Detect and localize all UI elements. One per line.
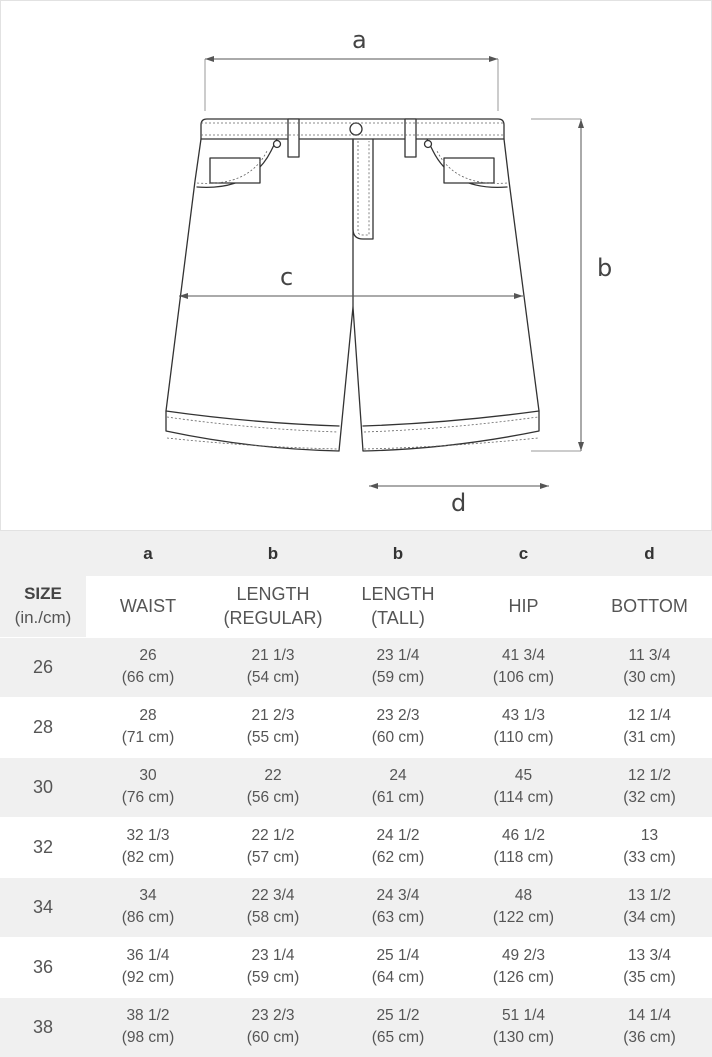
bottom-cell bbox=[587, 937, 712, 997]
inch-value: 23 1/4 bbox=[251, 947, 295, 964]
cm-value: (126 cm) bbox=[492, 969, 555, 986]
length-regular-cell bbox=[210, 937, 336, 997]
inch-value: 28 bbox=[139, 707, 157, 724]
cm-value: (60 cm) bbox=[246, 1029, 300, 1047]
hip-column-header: HIP bbox=[460, 576, 587, 637]
cm-value: (86 cm) bbox=[121, 909, 175, 926]
cm-value: (106 cm) bbox=[492, 669, 555, 686]
inch-value: 22 3/4 bbox=[251, 887, 295, 904]
bottom-cell bbox=[587, 877, 712, 937]
inch-value: 23 2/3 bbox=[376, 707, 420, 724]
waist-column-header: WAIST bbox=[86, 576, 210, 637]
table-row bbox=[0, 997, 712, 1057]
cm-value: (63 cm) bbox=[371, 909, 425, 926]
inch-value: 11 3/4 bbox=[628, 647, 671, 664]
hip-cell bbox=[460, 997, 587, 1057]
size-value: 28 bbox=[0, 697, 86, 757]
cm-value: (58 cm) bbox=[246, 909, 300, 926]
column-names-row bbox=[0, 576, 712, 637]
inch-value: 23 2/3 bbox=[251, 1007, 295, 1025]
bottom-cell bbox=[587, 817, 712, 877]
bottom-cell bbox=[587, 757, 712, 817]
cm-value: (82 cm) bbox=[121, 849, 175, 866]
cm-value: (60 cm) bbox=[371, 729, 425, 746]
inch-value: 32 1/3 bbox=[126, 827, 170, 844]
right-hem bbox=[363, 411, 539, 426]
waist-cell bbox=[86, 637, 210, 697]
length-tall-cell bbox=[336, 937, 460, 997]
size-value: 36 bbox=[0, 937, 86, 997]
bottom-column-header: BOTTOM bbox=[587, 576, 712, 637]
cm-value: (30 cm) bbox=[623, 669, 676, 686]
inch-value: 23 1/4 bbox=[376, 647, 420, 664]
length-tall-column-header: LENGTH (TALL) bbox=[336, 576, 460, 637]
size-rows bbox=[0, 637, 712, 1057]
inch-value: 30 bbox=[139, 767, 157, 784]
length-tall-cell bbox=[336, 817, 460, 877]
inch-value: 24 3/4 bbox=[376, 887, 420, 904]
cm-value: (31 cm) bbox=[623, 729, 676, 746]
cm-value: (122 cm) bbox=[492, 909, 555, 926]
table-row bbox=[0, 817, 712, 877]
length-regular-cell bbox=[210, 817, 336, 877]
size-value: 26 bbox=[0, 637, 86, 697]
belt-loop-left bbox=[288, 119, 299, 157]
inch-value: 13 bbox=[640, 827, 659, 844]
hip-cell bbox=[460, 757, 587, 817]
cm-value: (57 cm) bbox=[246, 849, 300, 866]
hip-cell bbox=[460, 817, 587, 877]
dimension-letters-row bbox=[0, 531, 712, 576]
letter-b-tall: b bbox=[392, 543, 404, 563]
cm-value: (54 cm) bbox=[246, 669, 300, 686]
cm-value: (61 cm) bbox=[371, 789, 425, 806]
inch-value: 24 1/2 bbox=[376, 827, 420, 844]
cm-value: (114 cm) bbox=[493, 789, 554, 806]
bottom-cell bbox=[587, 697, 712, 757]
waist-cell bbox=[86, 997, 210, 1057]
letter-a: a bbox=[143, 543, 153, 563]
inch-value: 41 3/4 bbox=[501, 647, 546, 664]
length-regular-cell bbox=[210, 757, 336, 817]
size-chart-table bbox=[0, 531, 712, 1057]
cm-value: (33 cm) bbox=[623, 849, 676, 866]
cm-value: (55 cm) bbox=[246, 729, 300, 746]
inch-value: 45 bbox=[514, 767, 533, 784]
length-tall-cell bbox=[336, 637, 460, 697]
waist-cell bbox=[86, 877, 210, 937]
length-tall-cell bbox=[336, 697, 460, 757]
cm-value: (59 cm) bbox=[246, 969, 300, 986]
length-regular-cell bbox=[210, 637, 336, 697]
inch-value: 34 bbox=[139, 887, 157, 904]
inch-value: 13 1/2 bbox=[627, 887, 672, 904]
letter-d: d bbox=[644, 543, 655, 563]
size-header-unit: (in./cm) bbox=[14, 608, 72, 628]
fly-stitch bbox=[353, 139, 373, 239]
length-regular-cell bbox=[210, 877, 336, 937]
waist-cell bbox=[86, 937, 210, 997]
table-row bbox=[0, 757, 712, 817]
hip-cell bbox=[460, 637, 587, 697]
inch-value: 21 2/3 bbox=[251, 707, 295, 724]
length-regular-column-header: LENGTH (REGULAR) bbox=[210, 576, 336, 637]
cm-value: (56 cm) bbox=[246, 789, 300, 806]
table-row bbox=[0, 877, 712, 937]
cm-value: (98 cm) bbox=[121, 1029, 175, 1047]
inch-value: 25 1/2 bbox=[376, 1007, 420, 1025]
inch-value: 14 1/4 bbox=[627, 1007, 672, 1025]
left-coin-pocket bbox=[210, 158, 260, 183]
left-hem bbox=[166, 411, 339, 426]
cm-value: (36 cm) bbox=[623, 1029, 676, 1047]
size-header-title: SIZE bbox=[24, 584, 62, 604]
cm-value: (59 cm) bbox=[371, 669, 425, 686]
length-tall-cell bbox=[336, 877, 460, 937]
cm-value: (71 cm) bbox=[121, 729, 175, 746]
waist-cell bbox=[86, 817, 210, 877]
inch-value: 12 1/2 bbox=[627, 767, 672, 784]
length-regular-cell bbox=[210, 997, 336, 1057]
cm-value: (34 cm) bbox=[623, 909, 676, 926]
inch-value: 36 1/4 bbox=[126, 947, 170, 964]
cm-value: (130 cm) bbox=[492, 1029, 555, 1047]
cm-value: (76 cm) bbox=[121, 789, 175, 806]
cm-value: (66 cm) bbox=[121, 669, 175, 686]
table-row bbox=[0, 937, 712, 997]
dimension-label-b: b bbox=[597, 254, 613, 282]
size-column-header bbox=[0, 576, 86, 637]
table-row bbox=[0, 697, 712, 757]
dimension-label-c: c bbox=[280, 263, 294, 291]
letter-blank bbox=[0, 531, 86, 576]
cm-value: (32 cm) bbox=[623, 789, 676, 806]
cm-value: (64 cm) bbox=[371, 969, 425, 986]
inch-value: 22 bbox=[264, 767, 282, 784]
bottom-cell bbox=[587, 997, 712, 1057]
waist-cell bbox=[86, 697, 210, 757]
hip-cell bbox=[460, 697, 587, 757]
inch-value: 26 bbox=[139, 647, 157, 664]
dimension-label-d: d bbox=[451, 489, 467, 517]
cm-value: (65 cm) bbox=[371, 1029, 425, 1047]
cm-value: (110 cm) bbox=[493, 729, 554, 746]
cm-value: (62 cm) bbox=[371, 849, 425, 866]
inch-value: 25 1/4 bbox=[376, 947, 420, 964]
inch-value: 12 1/4 bbox=[627, 707, 672, 724]
hip-cell bbox=[460, 937, 587, 997]
bottom-cell bbox=[587, 637, 712, 697]
length-tall-cell bbox=[336, 757, 460, 817]
size-value: 34 bbox=[0, 877, 86, 937]
cm-value: (35 cm) bbox=[623, 969, 676, 986]
size-value: 38 bbox=[0, 997, 86, 1057]
inch-value: 24 bbox=[389, 767, 407, 784]
size-value: 32 bbox=[0, 817, 86, 877]
hip-cell bbox=[460, 877, 587, 937]
inch-value: 46 1/2 bbox=[501, 827, 546, 844]
length-tall-cell bbox=[336, 997, 460, 1057]
inch-value: 38 1/2 bbox=[126, 1007, 170, 1025]
waist-button bbox=[350, 123, 362, 135]
letter-c: c bbox=[518, 543, 529, 563]
inch-value: 22 1/2 bbox=[251, 827, 295, 844]
right-coin-pocket bbox=[444, 158, 494, 183]
length-regular-cell bbox=[210, 697, 336, 757]
letter-b-regular: b bbox=[267, 543, 279, 563]
cm-value: (118 cm) bbox=[493, 849, 554, 866]
inch-value: 49 2/3 bbox=[501, 947, 546, 964]
waist-cell bbox=[86, 757, 210, 817]
inch-value: 51 1/4 bbox=[501, 1007, 546, 1025]
inch-value: 21 1/3 bbox=[251, 647, 295, 664]
inch-value: 43 1/3 bbox=[501, 707, 546, 724]
belt-loop-right bbox=[405, 119, 416, 157]
table-row bbox=[0, 637, 712, 697]
dimension-label-a: a bbox=[352, 26, 367, 54]
size-value: 30 bbox=[0, 757, 86, 817]
inch-value: 48 bbox=[514, 887, 533, 904]
cm-value: (92 cm) bbox=[121, 969, 175, 986]
inch-value: 13 3/4 bbox=[627, 947, 672, 964]
